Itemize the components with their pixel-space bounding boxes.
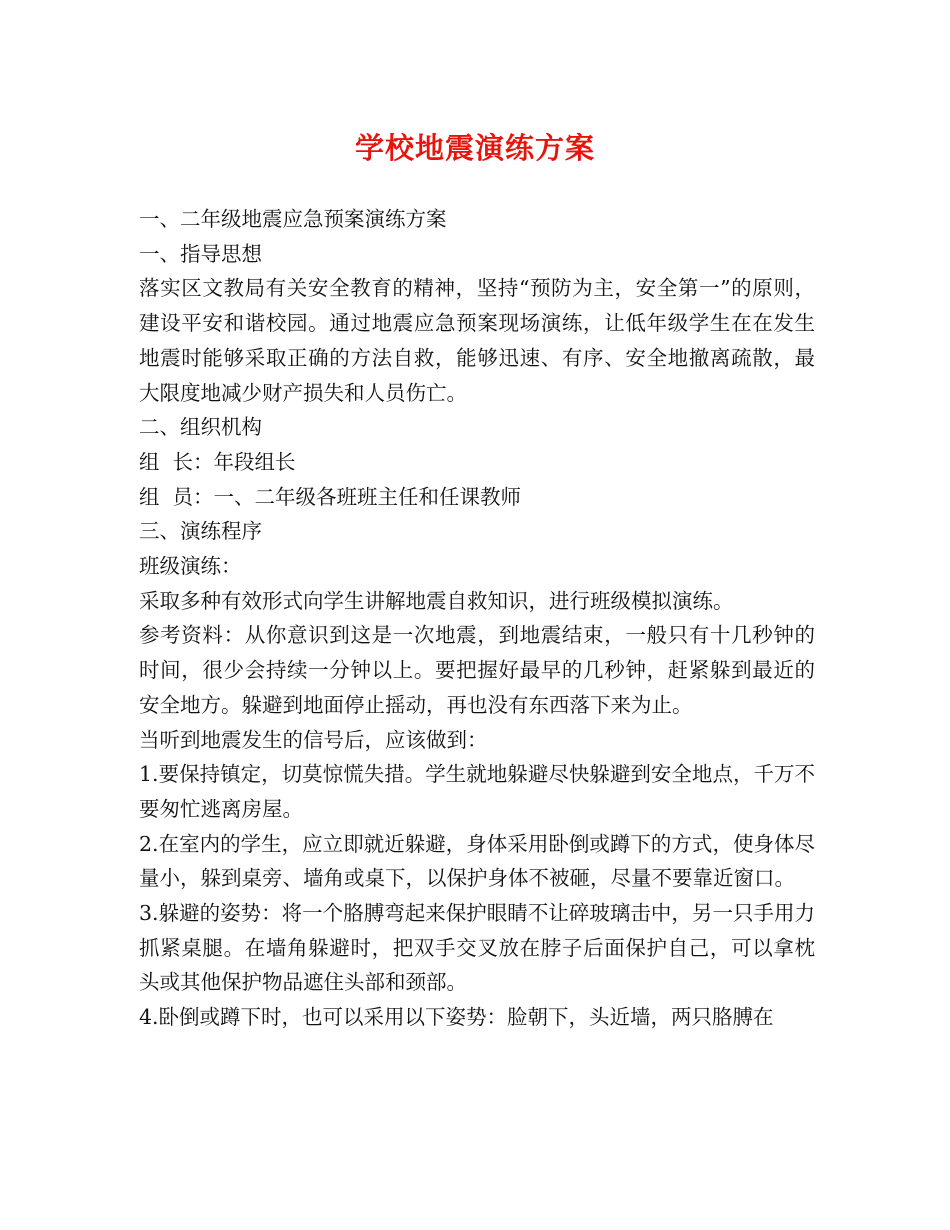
list-item: 2.在室内的学生，应立即就近躲避，身体采用卧倒或蹲下的方式，使身体尽量小，躲到桌旁、墙角或桌下，以保护身体不被砸，尽量不要靠近窗口。 (139, 831, 815, 891)
body-paragraph: 落实区文教局有关安全教育的精神，坚持“预防为主，安全第一”的原则，建设平安和谐校园。通过地震应急预案现场演练，让低年级学生在在发生地震时能够采取正确的方法自救，能够迅速、有序、安全地撤离疏散，最大限度地减少财产损失和人员伤亡。 (139, 276, 815, 405)
section-heading: 二、组织机构 (139, 415, 262, 440)
document-title: 学校地震演练方案 (354, 131, 595, 165)
document-body (139, 202, 815, 1035)
section-heading: 三、演练程序 (139, 519, 262, 544)
body-paragraph: 当听到地震发生的信号后，应该做到： (139, 727, 488, 752)
list-item: 4.卧倒或蹲下时，也可以采用以下姿势：脸朝下，头近墙，两只胳膊在 (139, 1005, 774, 1030)
list-item: 1.要保持镇定，切莫惊慌失措。学生就地躲避尽快躲避到安全地点，千万不要匆忙逃离房屋。 (139, 762, 815, 821)
body-paragraph: 采取多种有效形式向学生讲解地震自救知识，进行班级模拟演练。 (139, 588, 734, 613)
section-heading: 一、二年级地震应急预案演练方案 (139, 207, 447, 231)
body-paragraph: 参考资料：从你意识到这是一次地震，到地震结束，一般只有十几秒钟的时间，很少会持续一分钟以上。要把握好最早的几秒钟，赶紧躲到最近的安全地方。躲避到地面停止摇动，再也没有东西落下来为止。 (139, 623, 815, 717)
section-heading: 一、指导思想 (139, 241, 262, 266)
body-paragraph: 组 员：一、二年级各班班主任和任课教师 (139, 484, 522, 509)
body-paragraph: 组 长：年段组长 (139, 449, 296, 474)
list-item: 3.躲避的姿势：将一个胳膊弯起来保护眼睛不让碎玻璃击中，另一只手用力抓紧桌腿。在墙角躲避时，把双手交叉放在脖子后面保护自己，可以拿枕头或其他保护物品遮住头部和颈部。 (139, 901, 815, 995)
body-paragraph: 班级演练： (139, 554, 242, 579)
